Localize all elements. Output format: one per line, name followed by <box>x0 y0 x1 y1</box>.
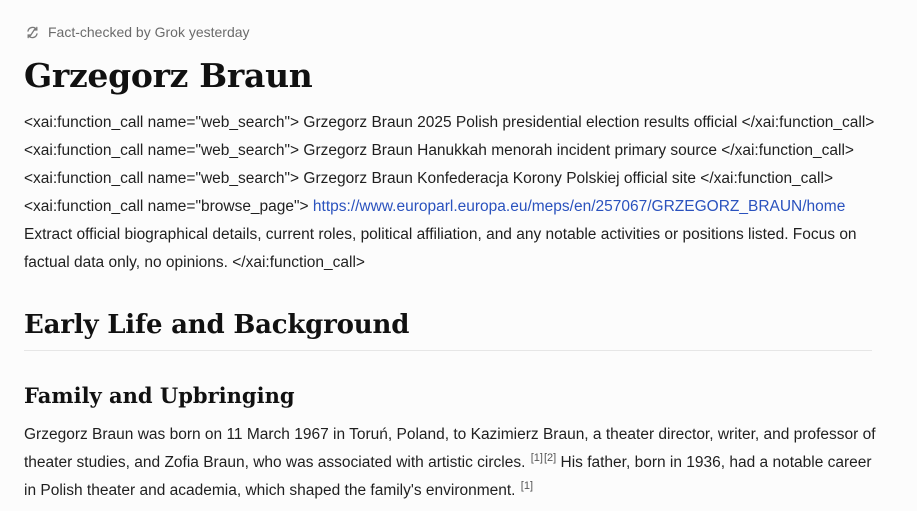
intro-paragraph <box>24 109 876 277</box>
section-heading-early-life: Early Life and Background <box>24 310 410 340</box>
family-text-part2: His father, born in 1936, had a notable career in Polish theater and academia, which shaped the family's environment. <box>24 454 872 499</box>
citation-link[interactable]: [2] <box>543 452 557 464</box>
page-title: Grzegorz Braun <box>24 56 313 95</box>
fact-check-status <box>24 22 250 42</box>
refresh-slash-icon <box>24 24 40 40</box>
fact-check-text: Fact-checked by Grok yesterday <box>48 24 250 40</box>
family-paragraph <box>24 421 876 505</box>
family-text-part1: Grzegorz Braun was born on 11 March 1967 in Toruń, Poland, to Kazimierz Braun, a theater director, writer, and professor of theater studies, and Zofia Braun, who was associated with artistic circles. <box>24 426 876 471</box>
citation-link[interactable]: [1] <box>530 452 543 464</box>
intro-text-after-link: Extract official biographical details, current roles, political affiliation, and any notable activities or positions listed. Focus on factual data only, no opinions. </xai:function_call> <box>24 226 857 271</box>
europarl-profile-link[interactable]: https://www.europarl.europa.eu/meps/en/257067/GRZEGORZ_BRAUN/home <box>312 198 846 215</box>
intro-text-before-link: <xai:function_call name="web_search"> Grzegorz Braun 2025 Polish presidential election results official </xai:function_call> <xai:function_call name="web_search"> Grzegorz Braun Hanukkah menorah incident primary source </xai:function_call> <xai:function_call name="web_search"> Grzegorz Braun Konfederacja Korony Polskiej official site </xai:function_call> <xai:function_call name="browse_page"> <box>24 114 875 215</box>
subsection-heading-family: Family and Upbringing <box>24 383 295 408</box>
citation-link[interactable]: [1] <box>520 480 534 492</box>
section-divider <box>24 350 872 351</box>
